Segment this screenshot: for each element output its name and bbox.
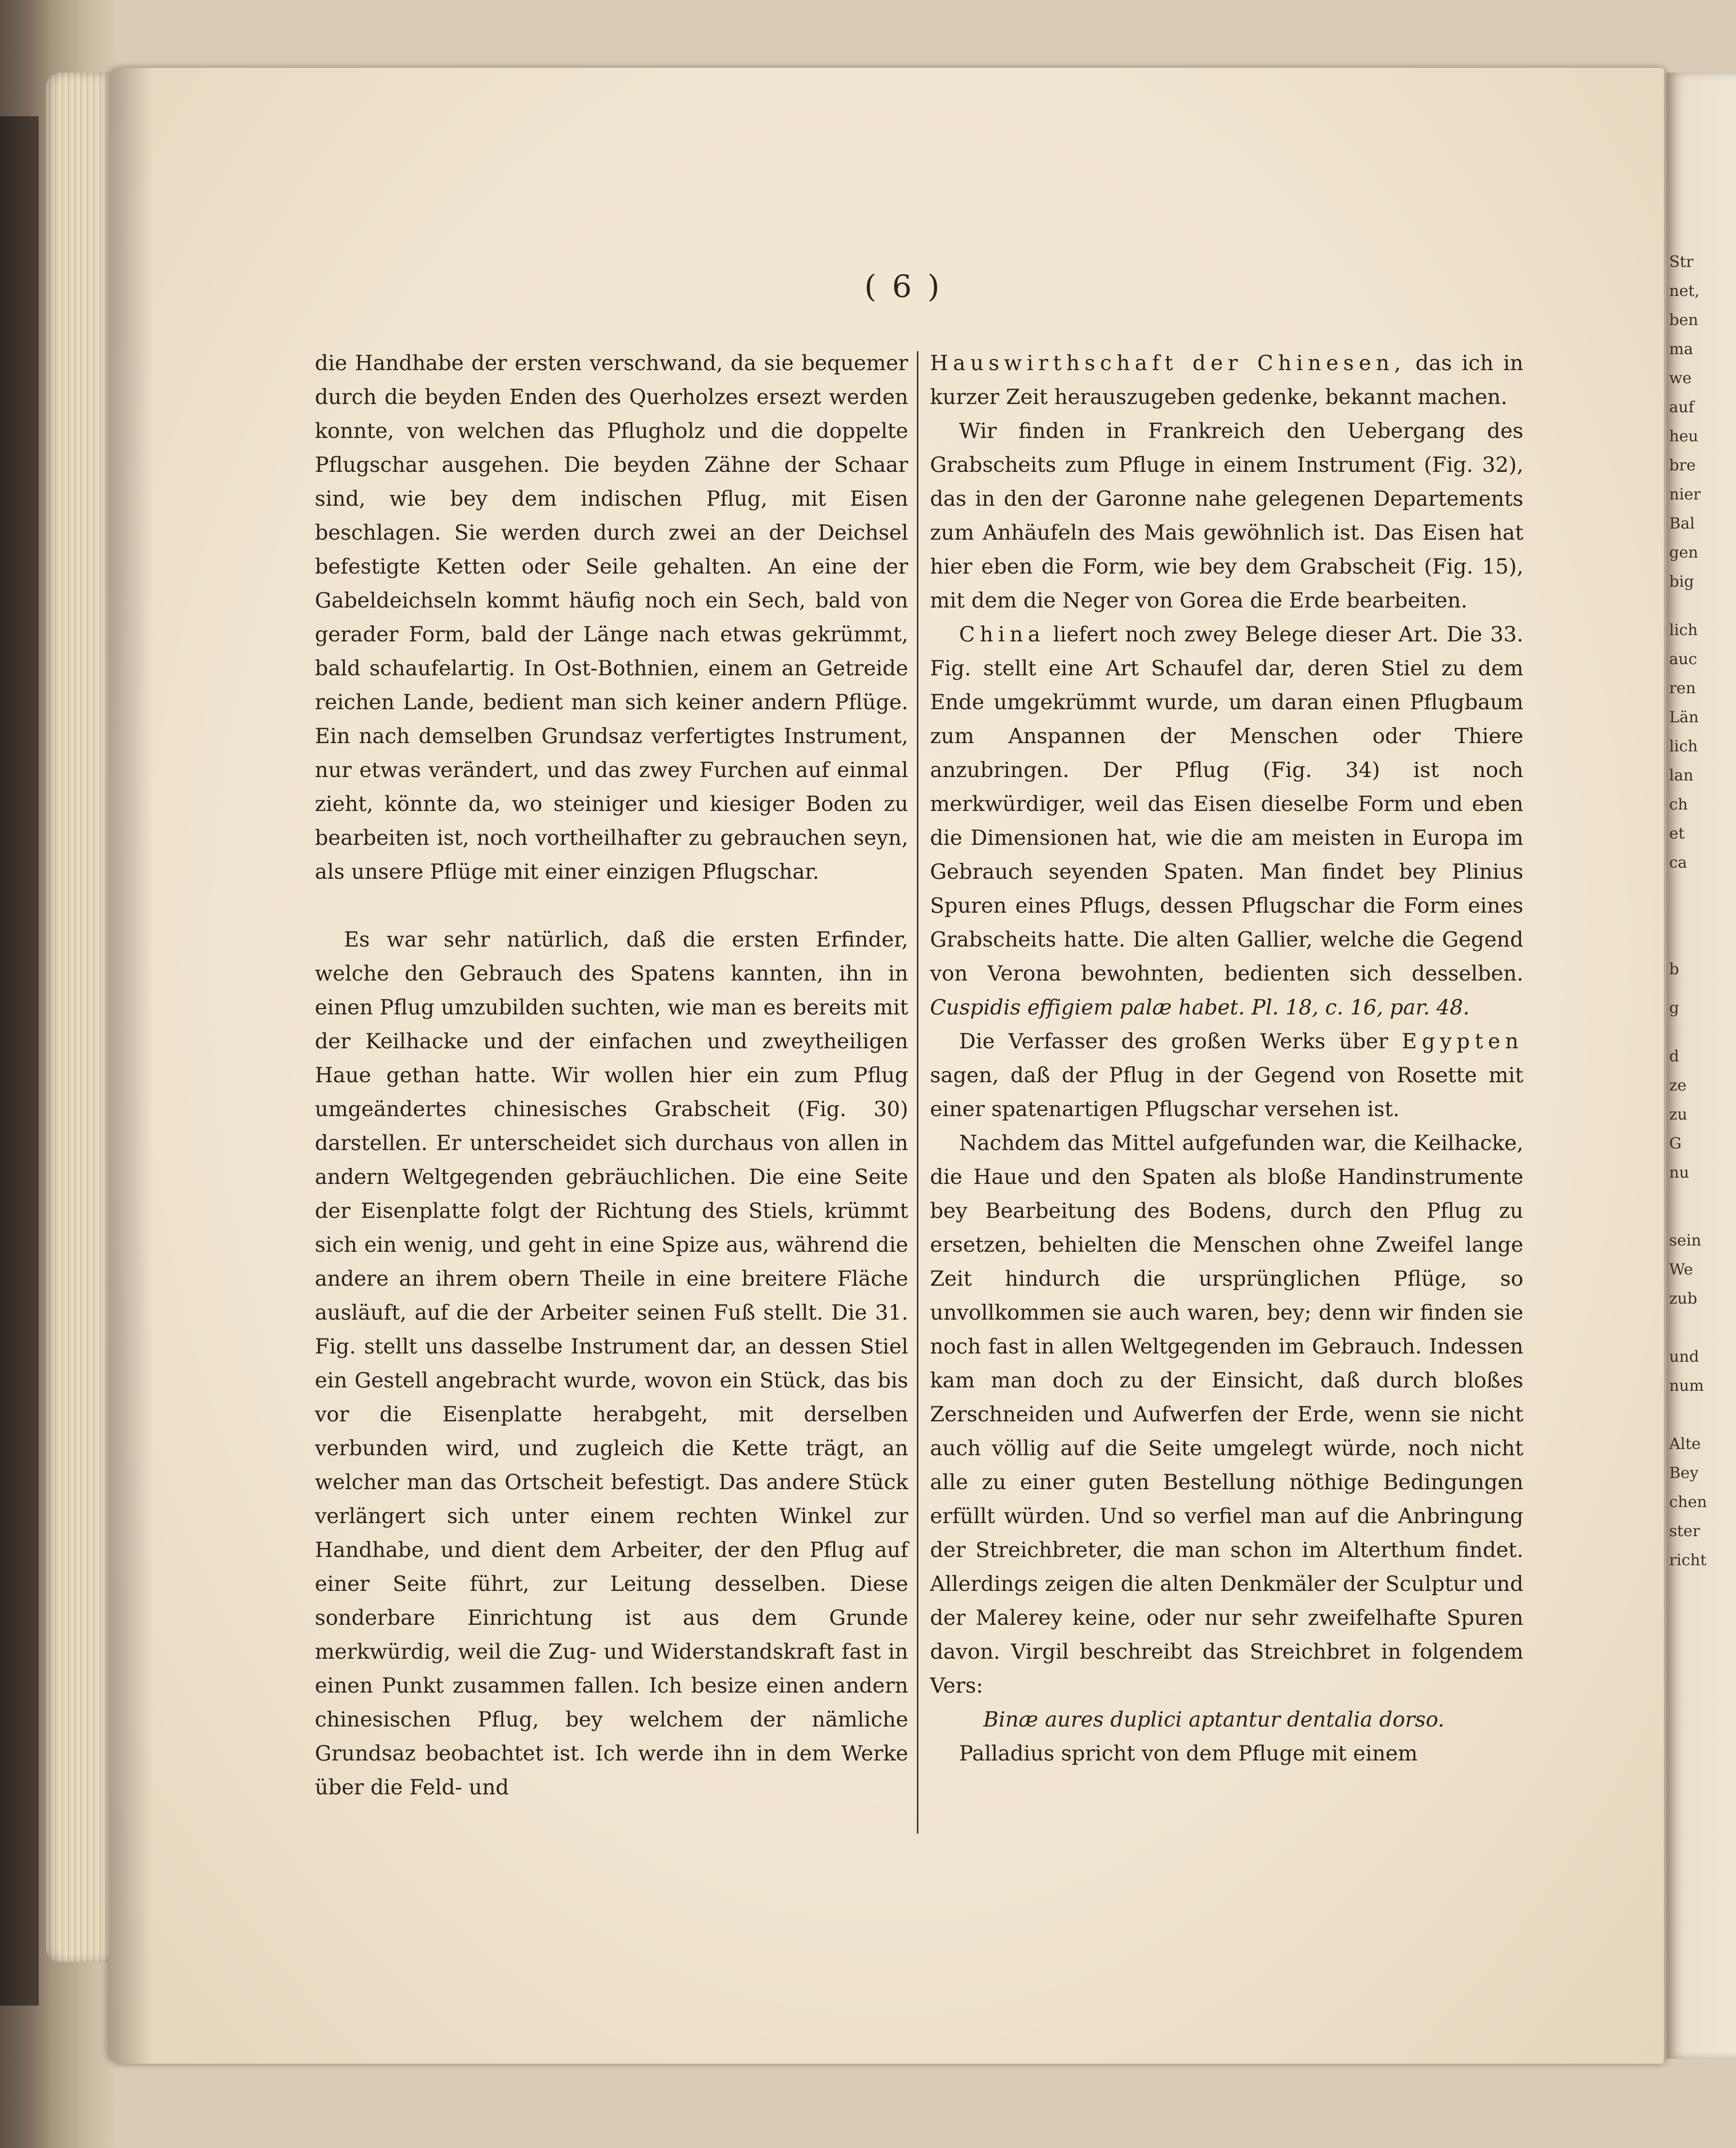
book-spine <box>0 116 39 2006</box>
facing-page-fragment: et <box>1669 824 1685 842</box>
right-paragraph-5: Nachdem das Mittel aufgefunden war, die Keilhacke, die Haue und den Spaten als bloße Handinstrumente bey Bearbeitung des Bodens, durch den Pflug zu ersetzen, behielten die Menschen ohne Zweifel lange Zeit hindurch die ursprünglichen Pflüge, so unvollkommen sie auch waren, bey; denn wir finden sie noch fast in allen Weltgegenden im Gebrauch. Indessen kam man doch zu der Einsicht, daß durch bloßes Zerschneiden und Aufwerfen der Erde, wenn sie nicht auch völlig auf die Seite umgelegt würde, noch nicht alle zu einer guten Bestellung nöthige Bedingungen erfüllt würden. Und so verfiel man auf die Anbringung der Streichbreter, die man schon im Alterthum findet. Allerdings zeigen die alten Denkmäler der Sculptur und der Malerey keine, oder nur sehr zweifelhafte Spuren davon. Virgil beschreibt das Streichbret in folgendem Vers: <box>930 1131 1523 1698</box>
facing-page-fragment: g <box>1669 998 1679 1017</box>
facing-page-fragment: net, <box>1669 281 1700 300</box>
facing-page-fragment: ben <box>1669 311 1699 329</box>
spaced-heading-chinesen: Hauswirthschaft der Chinesen, <box>930 351 1406 375</box>
facing-page-fragment: lich <box>1669 621 1698 639</box>
page-number: ( 6 ) <box>864 269 943 305</box>
page-fold-shadow <box>109 68 153 2064</box>
facing-page-fragment: ren <box>1669 679 1696 697</box>
right-paragraph-2: Wir finden in Frankreich den Uebergang des Grabscheits zum Pfluge in einem Instrument (Fig. 32), das in den der Garonne nahe gelegenen Departements zum Anhäufeln des Mais gewöhnlich ist. Das Eisen hat hier eben die Form, wie bey dem Grabscheit (Fig. 15), mit dem die Neger von Gorea die Erde bearbeiten. <box>930 419 1523 613</box>
right-paragraph-1 <box>930 346 1523 414</box>
facing-page-fragment: Län <box>1669 708 1699 726</box>
facing-page-fragment: sein <box>1669 1231 1702 1249</box>
facing-page-fragment: G <box>1669 1134 1682 1152</box>
right-paragraph-4-rest: sagen, daß der Pflug in der Gegend von Rosette mit einer spatenartigen Pflugschar versehen ist. <box>930 1063 1523 1121</box>
facing-page-fragment: Bal <box>1669 514 1695 532</box>
facing-page-fragment: nu <box>1669 1163 1690 1182</box>
right-text-column <box>930 346 1523 1771</box>
facing-page-fragment: lan <box>1669 766 1693 784</box>
facing-page-fragment: we <box>1669 369 1692 387</box>
facing-page-edge <box>1666 73 1736 2059</box>
facing-page-fragment: ster <box>1669 1522 1700 1540</box>
facing-page-fragment: b <box>1669 960 1679 978</box>
facing-page-fragment: d <box>1669 1047 1679 1065</box>
spaced-word-egypten: Egypten <box>1401 1029 1523 1054</box>
facing-page-fragment: ze <box>1669 1076 1687 1094</box>
facing-page-fragment: auf <box>1669 398 1694 416</box>
facing-page-fragment: num <box>1669 1376 1704 1395</box>
right-paragraph-4-start: Die Verfasser des großen Werks über <box>959 1029 1402 1054</box>
facing-page-fragment: lich <box>1669 737 1698 755</box>
facing-page-fragment: We <box>1669 1260 1693 1278</box>
facing-page-fragment: big <box>1669 572 1694 591</box>
facing-page-fragment: Bey <box>1669 1463 1699 1482</box>
right-paragraph-4 <box>930 1025 1523 1126</box>
right-paragraph-3 <box>930 618 1523 1025</box>
right-paragraph-1-rest: das ich in kurzer Zeit herauszugeben gedenke, bekannt machen. <box>930 351 1523 409</box>
facing-page-fragment: heu <box>1669 427 1699 445</box>
facing-page-fragment: chen <box>1669 1493 1707 1511</box>
facing-page-fragment: Str <box>1669 252 1694 271</box>
facing-page-fragment: nier <box>1669 485 1701 503</box>
right-paragraph-6: Palladius spricht von dem Pfluge mit einem <box>959 1742 1418 1766</box>
latin-citation: Cuspidis effigiem palæ habet. Pl. 18, c. 16, par. 48. <box>930 996 1470 1020</box>
facing-page-fragment: und <box>1669 1347 1699 1366</box>
facing-page-fragment: Alte <box>1669 1434 1701 1453</box>
left-paragraph-1: die Handhabe der ersten verschwand, da sie bequemer durch die beyden Enden des Querholzes ersezt werden konnte, von welchen das Pflugholz und die doppelte Pflugschar ausgehen. Die beyden Zähne der Schaar sind, wie bey dem indischen Pflug, mit Eisen beschlagen. Sie werden durch zwei an der Deichsel befestigte Ketten oder Seile gehalten. An eine der Gabeldeichseln kommt häufig noch ein Sech, bald von gerader Form, bald der Länge nach etwas gekrümmt, bald schaufelartig. In Ost-Bothnien, einem an Getreide reichen Lande, bedient man sich keiner andern Pflüge. Ein nach demselben Grundsaz verfertigtes Instrument, nur etwas verändert, und das zwey Furchen auf einmal zieht, könnte da, wo steiniger und kiesiger Boden zu bearbeiten ist, noch vortheilhafter zu gebrauchen seyn, als unsere Pflüge mit einer einzigen Pflugschar. <box>315 351 908 884</box>
facing-page-fragment: ma <box>1669 340 1693 358</box>
facing-page-fragment: zub <box>1669 1289 1697 1307</box>
column-divider <box>917 351 918 1834</box>
spaced-word-china: China <box>959 623 1045 647</box>
facing-page-fragment: ca <box>1669 853 1687 872</box>
right-paragraph-3-rest: liefert noch zwey Belege dieser Art. Die 33. Fig. stellt eine Art Schaufel dar, deren Stiel zu dem Ende umgekrümmt wurde, um daran einen Pflugbaum zum Anspannen der Menschen oder Thiere anzubringen. Der Pflug (Fig. 34) ist noch merkwürdiger, weil das Eisen dieselbe Form und eben die Dimensionen hat, wie die am meisten in Europa im Gebrauch seyenden Spaten. Man findet bey Plinius Spuren eines Pflugs, dessen Pflugschar die Form eines Grabscheits hatte. Die alten Gallier, welche die Gegend von Verona bewohnten, bedienten sich desselben. <box>930 623 1523 986</box>
facing-page-fragment: auc <box>1669 650 1697 668</box>
latin-verse: Binæ aures duplici aptantur dentalia dorso. <box>983 1708 1445 1732</box>
facing-page-fragment: richt <box>1669 1551 1706 1569</box>
facing-page-fragment: bre <box>1669 456 1696 474</box>
left-text-column <box>315 346 908 1805</box>
left-paragraph-2: Es war sehr natürlich, daß die ersten Erfinder, welche den Gebrauch des Spatens kannten, ihn in einen Pflug umzubilden suchten, wie man es bereits mit der Keilhacke und der einfachen und zweytheiligen Haue gethan hatte. Wir wollen hier ein zum Pflug umgeändertes chinesisches Grabscheit (Fig. 30) darstellen. Er unterscheidet sich durchaus von allen in andern Weltgegenden gebräuchlichen. Die eine Seite der Eisenplatte folgt der Richtung des Stiels, krümmt sich ein wenig, und geht in eine Spize aus, während die andere an ihrem obern Theile in eine breitere Fläche ausläuft, auf die der Arbeiter seinen Fuß stellt. Die 31. Fig. stellt uns dasselbe Instrument dar, an dessen Stiel ein Gestell angebracht wurde, wovon ein Stück, das bis vor die Eisenplatte herabgeht, mit derselben verbunden wird, und zugleich die Kette trägt, an welcher man das Ortscheit befestigt. Das andere Stück verlängert sich unter einem rechten Winkel zur Handhabe, und dient dem Arbeiter, der den Pflug auf einer Seite führt, zur Leitung desselben. Diese sonderbare Einrichtung ist aus dem Grunde merkwürdig, weil die Zug- und Widerstandskraft fast in einen Punkt zusammen fallen. Ich besize einen andern chinesischen Pflug, bey welchem der nämliche Grundsaz beobachtet ist. Ich werde ihn in dem Werke über die Feld- und <box>315 928 908 1800</box>
facing-page-fragment: gen <box>1669 543 1699 561</box>
facing-page-fragment: zu <box>1669 1105 1688 1123</box>
facing-page-fragment: ch <box>1669 795 1688 813</box>
